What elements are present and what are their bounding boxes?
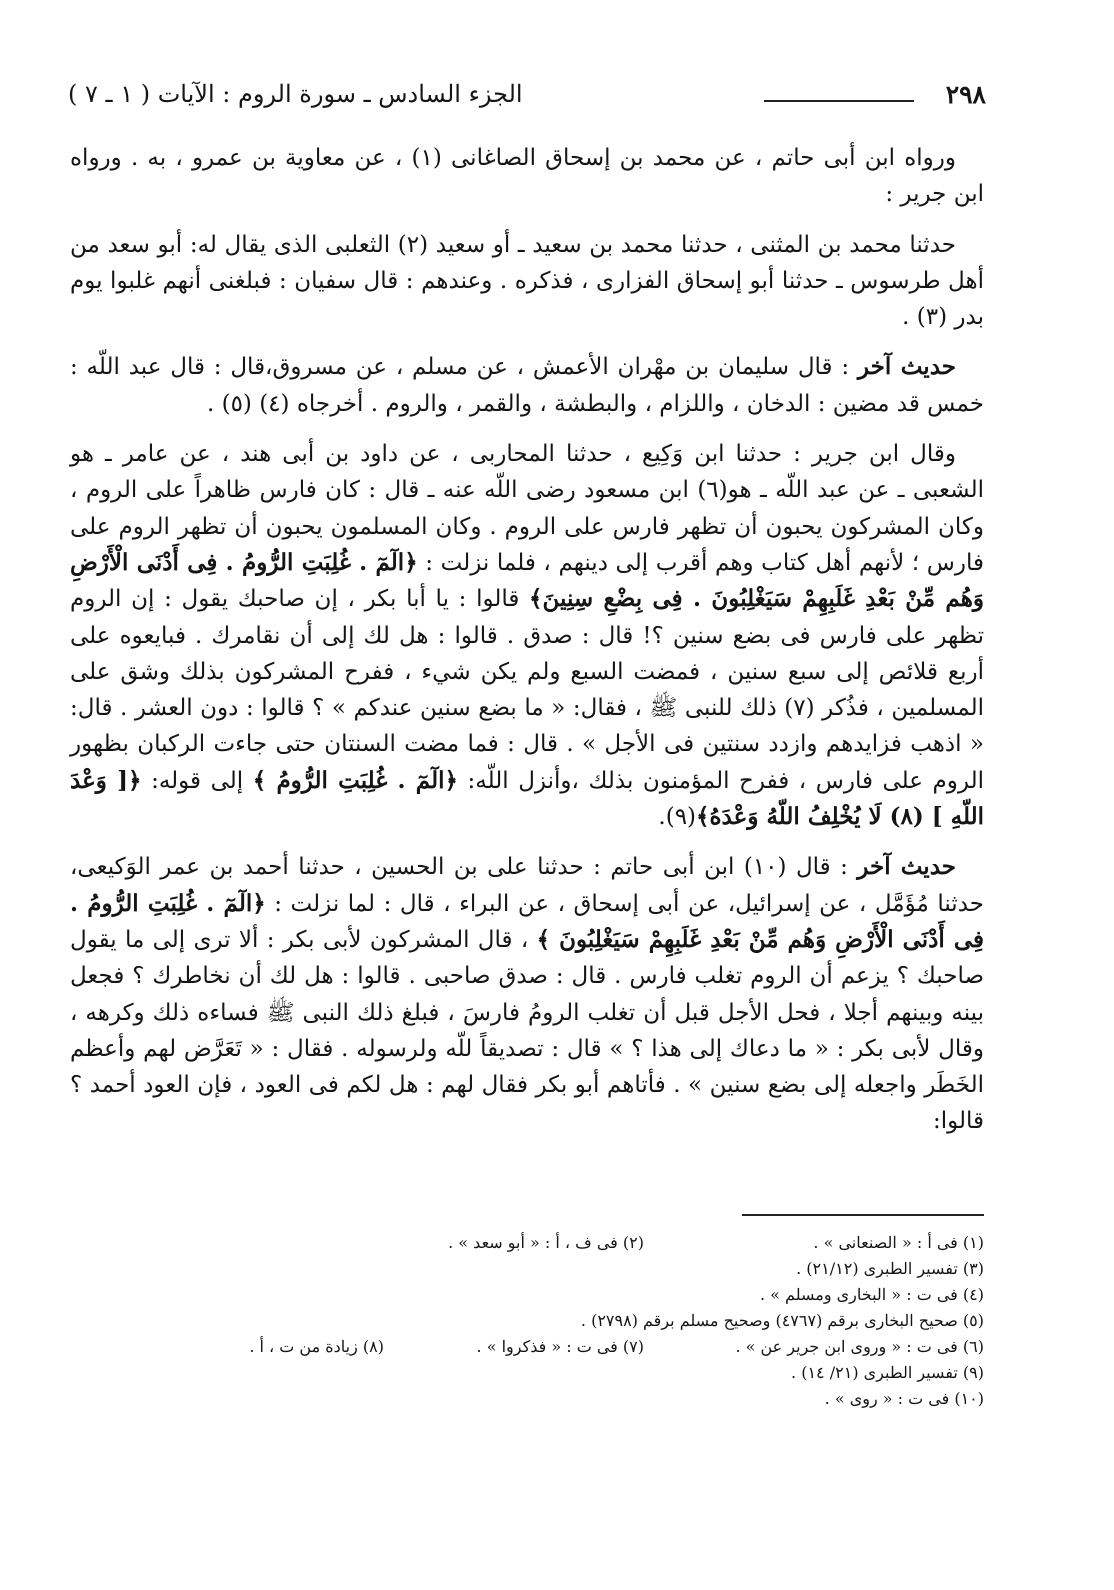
paragraph-4-text-d: (٩).: [658, 804, 697, 831]
paragraph-4: [70, 436, 984, 835]
footnote-7: (٧) فى ت : « فذكروا » .: [476, 1337, 644, 1356]
paragraph-3-heading: حديث آخر: [857, 353, 956, 381]
header-rule: [764, 100, 914, 102]
paragraph-5: [70, 849, 984, 1139]
paragraph-4-text-c: إلى قوله:: [141, 767, 253, 794]
footnote-rule: [742, 1214, 984, 1216]
footnote-1: (١) فى أ : « الصنعانى » .: [813, 1233, 984, 1252]
quran-verse-3: ﴿[ وَعْدَ اللّهِ ] (٨) لَا يُخْلِفُ اللّهُ وَعْدَهُ﴾: [70, 766, 984, 831]
footnote-4: (٤) فى ت : « البخارى ومسلم » .: [760, 1285, 984, 1304]
footnote-10: (١٠) فى ت : « روى » .: [824, 1389, 984, 1408]
footnotes: [180, 1230, 984, 1412]
footnote-line: [180, 1360, 984, 1386]
quran-verse-2: ﴿الٓمٓ . غُلِبَتِ الرُّومُ ﴾: [252, 766, 458, 794]
footnote-line: [180, 1282, 984, 1308]
page-header: [68, 80, 986, 120]
paragraph-4-text-a: وقال ابن جرير : حدثنا ابن وَكِيع ، حدثنا المحاربى ، عن داود بن أبى هند ، عن عامر ـ هو الشعبى ـ عن عبد اللّه ـ هو(٦) ابن مسعود رضى اللّه عنه ـ قال : كان فارس ظاهراً على الروم ، وكان المشركون يحبون أن تظهر فارس على الروم . وكان المسلمون يحبون أن تظهر الروم على فارس ؛ لأنهم أهل كتاب وهم أقرب إلى دينهم ، فلما نزلت :: [70, 441, 984, 576]
footnote-line: [180, 1386, 984, 1412]
paragraph-5-heading: حديث آخر: [857, 853, 956, 881]
footnote-5: (٥) صحيح البخارى برقم (٤٧٦٧) وصحيح مسلم برقم (٢٧٩٨) .: [580, 1311, 984, 1330]
paragraph-5-text-b: ، قال المشركون لأبى بكر : ألا ترى إلى ما يقول صاحبك ؟ يزعم أن الروم تغلب فارس . قال : صدق صاحبى . قالوا : هل لك أن نخاطرك ؟ فجعل بينه وبينهم أجلا ، فحل الأجل قبل أن تغلب الرومُ فارسَ ، فبلغ ذلك النبى ﷺ فساءه ذلك وكرهه ، وقال لأبى بكر : « ما دعاك إلى هذا ؟ » قال : تصديقاً للّه ولرسوله . فقال : « تَعَرَّض لهم وأعظم الخَطَر واجعله إلى بضع سنين » . فأتاهم أبو بكر فقال لهم : هل لكم فى العود ، فإن العود أحمد ؟ قالوا:: [70, 926, 984, 1135]
quran-verse-4: ﴿الٓمٓ . غُلِبَتِ الرُّومُ . فِى أَدْنَى الْأَرْضِ وَهُم مِّنْ بَعْدِ غَلَبِهِمْ سَيَغْلِبُونَ ﴾: [70, 889, 984, 953]
footnote-9: (٩) تفسير الطبرى (٢١/ ١٤) .: [791, 1363, 984, 1382]
page-number: ٢٩٨: [945, 80, 986, 109]
paragraph-3: [70, 349, 984, 422]
footnote-line: [180, 1308, 984, 1334]
footnote-8: (٨) زيادة من ت ، أ .: [249, 1337, 384, 1356]
paragraph-5-text-a: : قال (١٠) ابن أبى حاتم : حدثنا على بن الحسين ، حدثنا أحمد بن عمر الوَكيعى، حدثنا مُؤَمَّل ، عن إسرائيل، عن أبى إسحاق ، عن البراء ، قال : لما نزلت :: [70, 854, 984, 917]
footnote-line: [180, 1230, 984, 1256]
quran-verse-1: ﴿الٓمٓ . غُلِبَتِ الرُّومُ . فِى أَدْنَى الْأَرْضِ وَهُم مِّنْ بَعْدِ غَلَبِهِمْ سَيَغْلِبُونَ . فِى بِضْعِ سِنِينَ﴾: [70, 548, 984, 613]
main-text: [70, 140, 984, 1154]
footnote-3: (٣) تفسير الطبرى (٢١/١٢) .: [796, 1259, 984, 1278]
paragraph-2: حدثنا محمد بن المثنى ، حدثنا محمد بن سعيد ـ أو سعيد (٢) الثعلبى الذى يقال له: أبو سعد من أهل طرسوس ـ حدثنا أبو إسحاق الفزارى ، فذكره . وعندهم : قال سفيان : فبلغنى أنهم غلبوا يوم بدر (٣) .: [70, 231, 984, 331]
footnote-line: [180, 1334, 984, 1360]
footnote-6: (٦) فى ت : « وروى ابن جرير عن » .: [735, 1337, 984, 1356]
footnote-line: [180, 1256, 984, 1282]
paragraph-1: ورواه ابن أبى حاتم ، عن محمد بن إسحاق الصاغانى (١) ، عن معاوية بن عمرو ، به . ورواه ابن جرير :: [70, 145, 984, 208]
paragraph-3-text: : قال سليمان بن مهْران الأعمش ، عن مسلم ، عن مسروق،قال : قال عبد اللّه : خمس قد مضين : الدخان ، واللزام ، والبطشة ، والقمر ، والروم . أخرجاه (٤) (٥) .: [70, 354, 984, 417]
paragraph-4-text-b: قالوا : يا أبا بكر ، إن صاحبك يقول : إن الروم تظهر على فارس فى بضع سنين ؟! قال : صدق . قالوا : هل لك إلى أن نقامرك . فبايعوه على أربع قلائص إلى سبع سنين ، فمضت السبع ولم يكن شيء ، ففرح المشركون بذلك وشق على المسلمين ، فذُكر (٧) ذلك للنبى ﷺ ، فقال: « ما بضع سنين عندكم » ؟ قالوا : دون العشر . قال: « اذهب فزايدهم وازدد سنتين فى الأجل » . قال : فما مضت السنتان حتى جاءت الركبان بظهور الروم على فارس ، ففرح المؤمنون بذلك ،وأنزل اللّه:: [70, 586, 984, 794]
footnote-2: (٢) فى ف ، أ : « أبو سعد » .: [448, 1233, 644, 1252]
running-title: الجزء السادس ـ سورة الروم : الآيات ( ١ ـ ٧ ): [68, 80, 523, 108]
